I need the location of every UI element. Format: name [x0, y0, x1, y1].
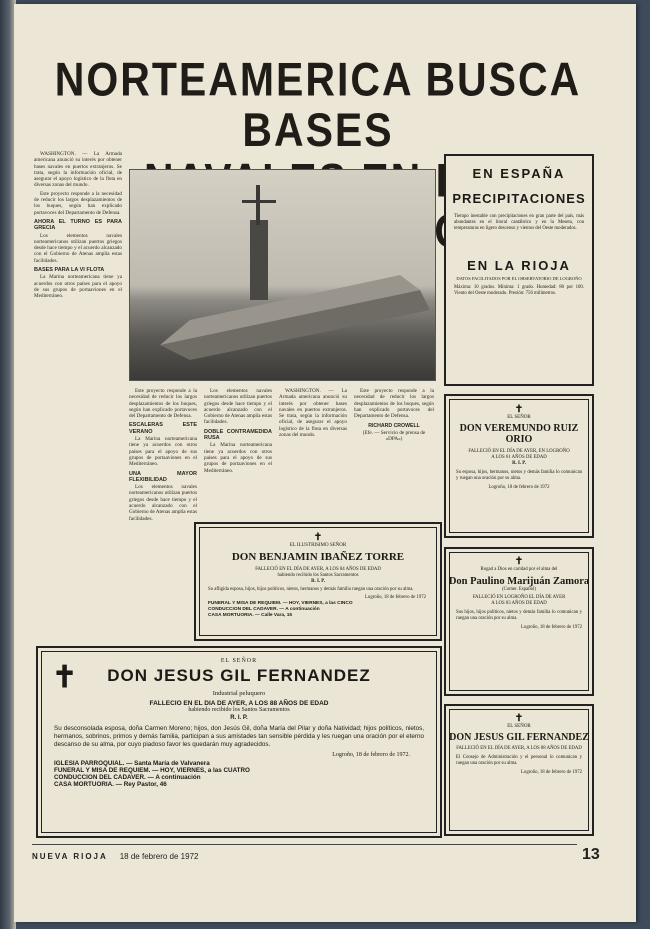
obituary-torre-text: Su afligida esposa, hijos, hijos políticos, nietos, hermanos y demás familia ruegan una oración por su alma.	[208, 587, 414, 592]
obituary-orio-rip: R. I. P.	[512, 461, 526, 466]
obituary-gil-line1: FALLECIO EN EL DIA DE AYER, A LOS 88 AÑOS DE EDAD	[149, 700, 329, 707]
footer-date: 18 de febrero de 1972	[119, 852, 199, 861]
weather-text-rioja: Máxima: 10 grados. Mínima: 1 grado. Humedad: 80 por 100. Viento del Oeste moderado. Presión: 756 milímetros.	[454, 285, 584, 296]
obituary-torre-conduccion: CONDUCCION DEL CADAVER. — A continuación	[208, 607, 320, 612]
weather-title-spain: EN ESPAÑA	[472, 166, 566, 181]
obituary-zamora-rogad: Rogad a Dios en caridad por el alma del	[480, 567, 558, 572]
subhead-verano: ESCALERAS ESTE VERANO	[129, 422, 197, 435]
weather-title-precip: PRECIPITACIONES	[452, 191, 586, 206]
weather-box	[444, 154, 594, 386]
carrier-illustration	[130, 170, 435, 380]
cross-icon: ✝	[514, 404, 524, 415]
obituary-gil-name: DON JESUS GIL FERNANDEZ	[107, 666, 371, 685]
obituary-gil-main	[36, 646, 442, 838]
obituary-torre-title: EL ILUSTRISIMO SEÑOR	[289, 543, 347, 548]
obituary-orio-line1: FALLECIÓ EN EL DÍA DE AYER, EN LOGROÑO	[468, 449, 570, 454]
footer-paper-name: NUEVA RIOJA	[32, 852, 108, 861]
subhead-flexibilidad: UNA MAYOR FLEXIBILIDAD	[129, 470, 197, 483]
subhead-grecia: AHORA EL TURNO ES PARA GRECIA	[34, 218, 122, 232]
obituary-torre-funeral: FUNERAL Y MISA DE REQUIEM. — HOY, VIERNES, a las CINCO	[208, 601, 353, 606]
obituary-torre-casa: CASA MORTUORIA. — Calle Vara, 15	[208, 613, 293, 618]
article-column-2	[129, 388, 197, 618]
cross-icon: ✝	[52, 661, 78, 694]
obituary-gil-small-date: Logroño, 18 de febrero de 1972	[520, 770, 582, 775]
obituary-gil-line2: habiendo recibido los Santos Sacramentos	[188, 707, 290, 713]
obituary-orio-line2: A LOS 61 AÑOS DE EDAD	[491, 455, 547, 460]
article-byline-source: (Efe. — Servicio de prensa de «DPA»)	[362, 429, 426, 443]
obituary-torre-date: Logroño, 18 de febrero de 1972	[364, 595, 426, 600]
obituary-gil-small-text: El Consejo de Administración y el personal lo comunican y ruegan una oración por su alma.	[456, 755, 582, 766]
obituary-gil-small-line1: FALLECIÓ EN EL DÍA DE AYER, A LOS 88 AÑOS DE EDAD	[456, 746, 582, 751]
newspaper-page	[14, 4, 636, 922]
obituary-orio-name: DON VEREMUNDO RUIZ ORIO	[459, 423, 579, 445]
obituary-torre-line1: FALLECIÓ EN EL DÍA DE AYER, A LOS 84 AÑOS DE EDAD	[255, 567, 381, 572]
weather-source: DATOS FACILITADOS POR EL OBSERVATORIO DE LOGROÑO	[456, 276, 582, 281]
obituary-torre-rip: R. I. P.	[311, 579, 325, 584]
cross-icon: ✝	[313, 532, 323, 543]
weather-text-spain: Tiempo inestable con precipitaciones en gran parte del país, más abundantes en el litoral cantábrico y en la Meseta, con temperaturas en ligero descenso y vientos del Oeste moderados.	[454, 214, 584, 231]
obituary-gil-date: Logroño, 18 de febrero de 1972.	[332, 752, 410, 758]
obituary-orio-text: Su esposa, hijos, hermanos, nietos y demás familia lo comunican y ruegan una oración por su alma.	[456, 470, 582, 481]
obituary-gil-title: EL SEÑOR	[220, 658, 258, 664]
article-paragraph: Este proyecto responde a la necesidad de reducir los largos desplazamientos de los buques, según han explicado portavoces del Departamento de Defensa.	[354, 388, 434, 420]
obituary-zamora-name: Don Paulino Marijuán Zamora	[448, 576, 590, 587]
obituary-zamora-text: Sus hijos, hijos políticos, nietos y demás familia lo comunican y ruegan una oración por su alma.	[456, 610, 582, 621]
obituary-torre-line2: habiendo recibido los Santos Sacramentos	[277, 573, 359, 578]
obituary-gil-text: Su desconsolada esposa, doña Carmen Moreno; hijos, don Jesús Gil, doña María del Pilar y doña Natividad; hijos políticos, nietos, hermanos, sobrinos, primos y demás familia, participan a sus amistades tan sensible pérdida y les ruegan una oración por el eterno descanso de su alma, por cuyo piadoso favor les quedarán muy agradecidos.	[54, 725, 424, 748]
article-column-left	[34, 151, 122, 581]
page-number: 13	[582, 846, 600, 863]
aircraft-carrier-photo	[129, 169, 436, 381]
obituary-torre	[194, 522, 442, 641]
subhead-flota: BASES PARA LA VI FLOTA	[34, 267, 105, 274]
obituary-gil-conduccion: CONDUCCION DEL CADAVER. — A continuación	[54, 774, 201, 781]
article-paragraph: Este proyecto responde a la necesidad de reducir los largos desplazamientos de los buques, según han explicado portavoces del Departamento de Defensa.	[129, 388, 197, 420]
obituary-zamora-sub: (Comer. Español)	[502, 587, 536, 592]
article-paragraph: La Marina norteamericana tiene ya acuerdos con otros países para el apoyo de sus grupos de portaaviones en el Mediterráneo.	[34, 274, 122, 300]
article-paragraph: La Marina norteamericana tiene ya acuerdos con otros países para el apoyo de sus grupos de portaaviones en el Mediterráneo.	[204, 442, 272, 474]
article-paragraph: La Marina norteamericana tiene ya acuerdos con otros países para el apoyo de sus grupos de portaaviones en el Mediterráneo.	[129, 436, 197, 468]
obituary-gil-iglesia: IGLESIA PARROQUIAL. — Santa María de Valvanera	[54, 760, 210, 767]
obituary-gil-small	[444, 704, 594, 836]
article-paragraph: WASHINGTON. — La Armada americana anunció su interés por obtener bases navales en puertos extranjeros. Se trata, según la información oficial, de asegurar el apoyo logístico de la flota en diversas zonas del mundo.	[279, 388, 347, 439]
article-column-5	[354, 388, 434, 508]
obituary-orio-date: Logroño, 18 de febrero de 1972	[488, 485, 550, 490]
obituary-zamora	[444, 547, 594, 696]
obituary-gil-small-name: DON JESUS GIL FERNANDEZ	[449, 732, 589, 743]
article-paragraph: Los elementos navales norteamericanos utilizan puertos griegos desde hace tiempo y el acuerdo alcanzado con el Gobierno de Atenas amplía estas facilidades.	[129, 484, 197, 522]
obituary-gil-small-title: EL SEÑOR	[507, 724, 531, 729]
obituary-zamora-line1: FALLECIÓ EN LOGROÑO EL DÍA DE AYER	[472, 595, 566, 600]
article-paragraph: Los elementos navales norteamericanos utilizan puertos griegos desde hace tiempo y el acuerdo alcanzado con el Gobierno de Atenas amplía estas facilidades.	[34, 232, 122, 264]
cross-icon: ✝	[514, 713, 524, 724]
article-paragraph: Los elementos navales norteamericanos utilizan puertos griegos desde hace tiempo y el acuerdo alcanzado con el Gobierno de Atenas amplía estas facilidades.	[204, 388, 272, 426]
obituary-torre-name: DON BENJAMIN IBAÑEZ TORRE	[231, 551, 405, 563]
cross-icon: ✝	[514, 556, 524, 567]
footer-rule	[32, 844, 577, 845]
obituary-zamora-date: Logroño, 18 de febrero de 1972	[520, 625, 582, 630]
subhead-contramedidas: DOBLE CONTRAMEDIDA RUSA	[204, 428, 272, 442]
article-intro: WASHINGTON. — La Armada americana anunció su interés por obtener bases navales en puertos extranjeros. Se trata, según la información oficial, de asegurar el apoyo logístico de la flota en diversas zonas del mundo.	[34, 151, 122, 189]
obituary-orio	[444, 394, 594, 538]
page-footer	[32, 852, 198, 861]
obituary-zamora-line2: A LOS 83 AÑOS DE EDAD	[491, 601, 547, 606]
obituary-gil-occupation: Industrial peluquero	[212, 690, 266, 697]
obituary-gil-funeral: FUNERAL Y MISA DE REQUIEM. — HOY, VIERNES, a las CUATRO	[54, 767, 250, 774]
weather-title-rioja: EN LA RIOJA	[467, 258, 571, 273]
headline-line-1: NORTEAMERICA BUSCA BASES	[54, 52, 582, 157]
article-column-4	[279, 388, 347, 508]
article-column-3	[204, 388, 272, 508]
obituary-gil-casa: CASA MORTUORIA. — Rey Pastor, 46	[54, 781, 167, 788]
obituary-gil-rip: R. I. P.	[230, 715, 248, 721]
article-byline: RICHARD CROWELL	[368, 423, 420, 430]
article-paragraph: Este proyecto responde a la necesidad de reducir los largos desplazamientos de los buques, según han explicado portavoces del Departamento de Defensa.	[34, 190, 122, 216]
obituary-orio-title: EL SEÑOR	[507, 415, 531, 420]
